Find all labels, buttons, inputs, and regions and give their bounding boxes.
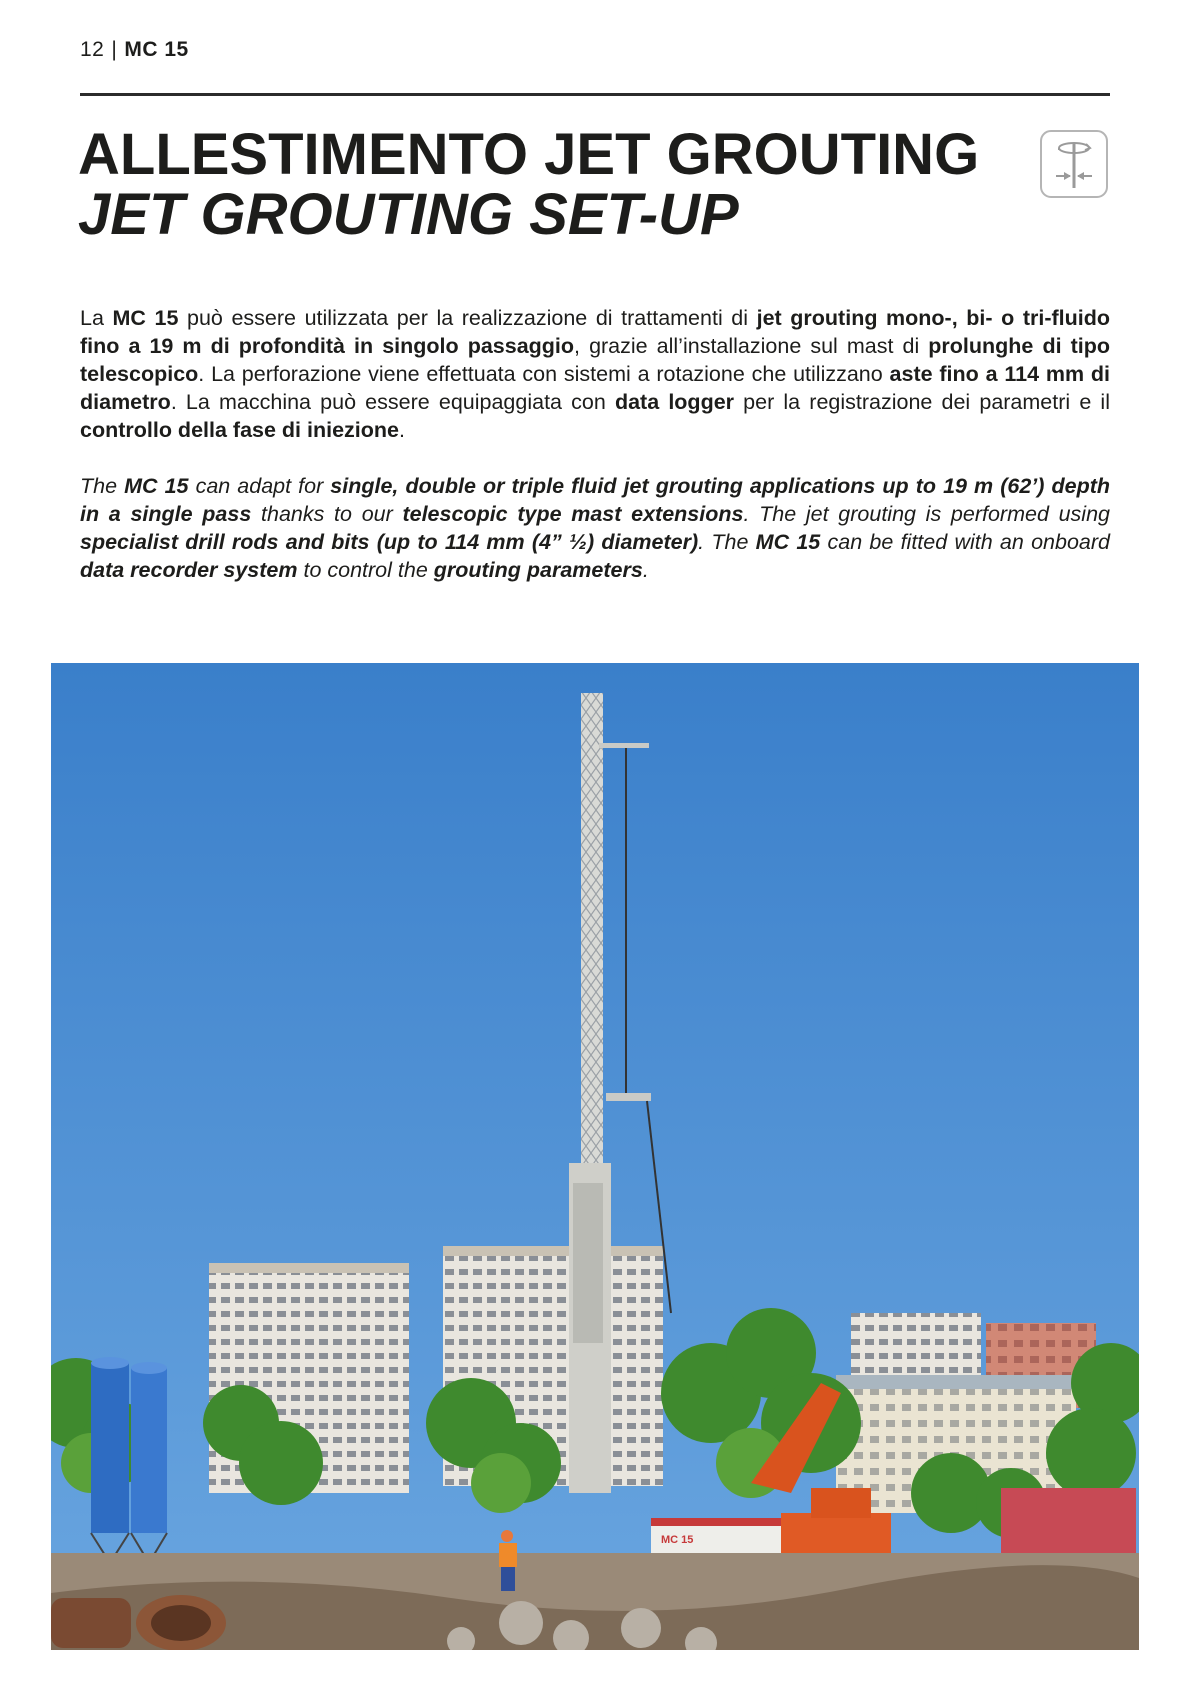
bold-text-segment: prolunghe di tipo telescopico bbox=[80, 334, 1110, 386]
bold-text-segment: single, double or triple fluid jet grouting applications up to 19 m (62’) depth in a single pass bbox=[80, 474, 1110, 526]
bold-text-segment: MC 15 bbox=[755, 530, 821, 554]
title-english: JET GROUTING SET-UP bbox=[78, 182, 739, 247]
text-segment: può essere utilizzata per la realizzazione di trattamenti di bbox=[178, 306, 757, 330]
bold-text-segment: controllo della fase di iniezione bbox=[80, 418, 399, 442]
bold-text-segment: MC 15 bbox=[112, 306, 179, 330]
bold-text-segment: specialist drill rods and bits (up to 114 mm (4” ½) diameter) bbox=[80, 530, 699, 554]
text-segment: , grazie all’installazione sul mast di bbox=[574, 334, 929, 358]
text-segment: to control the bbox=[297, 558, 434, 582]
description-italian bbox=[80, 304, 1110, 444]
text-segment: La bbox=[80, 306, 113, 330]
text-segment: can be fitted with an onboard bbox=[820, 530, 1110, 554]
header-model: MC 15 bbox=[124, 38, 189, 61]
bold-text-segment: grouting parameters bbox=[433, 558, 643, 582]
page-number: 12 bbox=[80, 38, 105, 61]
text-segment: . bbox=[642, 558, 649, 582]
header-separator: | bbox=[111, 38, 118, 61]
header-divider bbox=[80, 93, 1110, 96]
text-segment: per la registrazione dei parametri e il bbox=[734, 390, 1110, 414]
text-segment: can adapt for bbox=[188, 474, 331, 498]
text-segment: . La perforazione viene effettuata con sistemi a rotazione che utilizzano bbox=[198, 362, 890, 386]
bold-text-segment: telescopic type mast extensions bbox=[402, 502, 744, 526]
text-segment: . The bbox=[698, 530, 756, 554]
blue-silos bbox=[91, 1357, 167, 1563]
text-segment: thanks to our bbox=[251, 502, 403, 526]
bold-text-segment: jet grouting mono-, bi- o tri-fluido fino a 19 m di profondità in singolo passaggio bbox=[80, 306, 1110, 358]
bold-text-segment: data logger bbox=[614, 390, 735, 414]
rotation-jet-icon bbox=[1040, 130, 1108, 198]
title-italian: ALLESTIMENTO JET GROUTING bbox=[78, 122, 980, 187]
bold-text-segment: data recorder system bbox=[80, 558, 298, 582]
drilling-rig-photo bbox=[51, 663, 1139, 1650]
page-header bbox=[80, 38, 189, 62]
page-title bbox=[78, 122, 980, 247]
text-segment: . The jet grouting is performed using bbox=[743, 502, 1110, 526]
description-english bbox=[80, 472, 1110, 584]
bold-text-segment: MC 15 bbox=[124, 474, 189, 498]
bold-text-segment: aste fino a 114 mm di diametro bbox=[80, 362, 1110, 414]
text-segment: . La macchina può essere equipaggiata con bbox=[170, 390, 615, 414]
text-segment: The bbox=[80, 474, 125, 498]
text-segment: . bbox=[398, 418, 405, 442]
rig-model-label: MC 15 bbox=[661, 1534, 694, 1546]
